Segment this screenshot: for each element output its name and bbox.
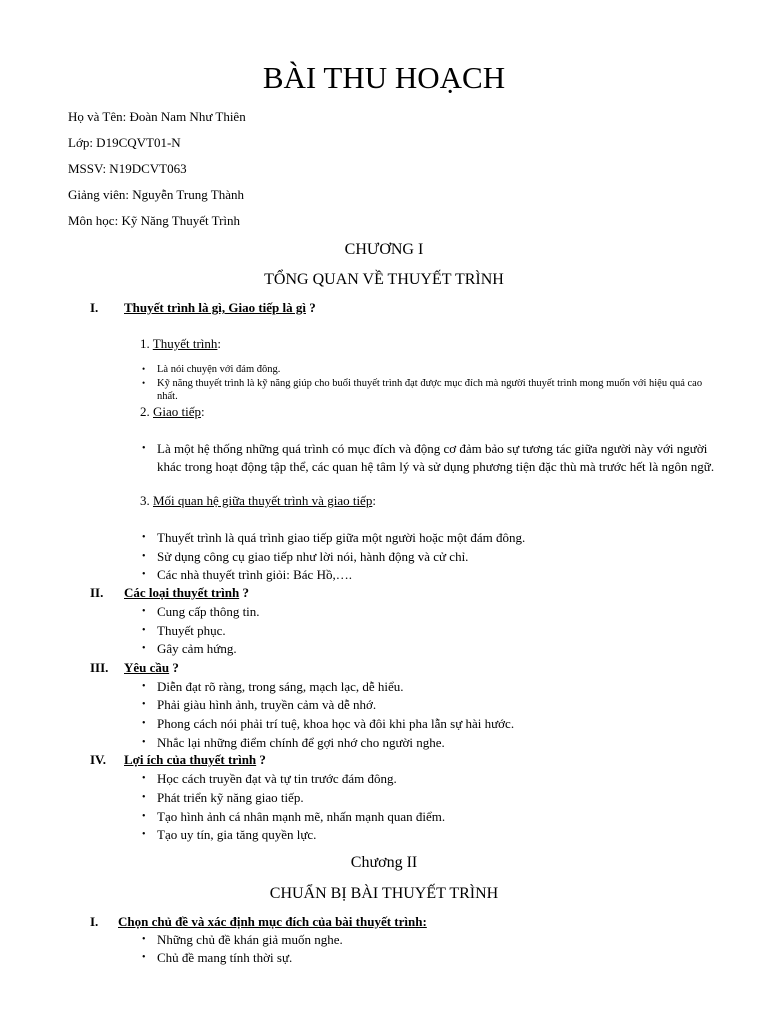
bullet-icon: • (142, 681, 146, 692)
list-item: • Kỹ năng thuyết trình là kỹ năng giúp cho buổi thuyết trình đạt được mục đích mà người thuyết trình mong muốn với hiệu quả cao nhất. (142, 378, 703, 402)
info-student-id: MSSV: N19DCVT063 (68, 161, 187, 176)
list-item: • Là một hệ thống những quá trình có mục đích và động cơ đảm bảo sự tương tác giữa người này với người khác trong hoạt động tập thể, các quan hệ tâm lý và sử dụng phương tiện đặc thù mà trước hết là ngôn ngữ. (142, 441, 715, 474)
list-item: • Gây cảm hứng. (142, 641, 237, 656)
info-lecturer: Giảng viên: Nguyễn Trung Thành (68, 187, 244, 202)
subsection-2: 2. Giao tiếp: (140, 404, 205, 419)
section-number: I. (90, 300, 99, 315)
section-title: Lợi ích của thuyết trình ? (124, 752, 266, 767)
info-class: Lớp: D19CQVT01-N (68, 135, 181, 150)
bullet-icon: • (142, 643, 146, 654)
list-item: • Là nói chuyện với đám đông. (142, 364, 281, 375)
section-title: Chọn chủ đề và xác định mục đích của bài thuyết trình: (118, 914, 427, 929)
info-subject: Môn học: Kỹ Năng Thuyết Trình (68, 213, 241, 228)
bullet-icon: • (142, 699, 146, 710)
bullet-icon: • (142, 625, 146, 636)
bullet-icon: • (142, 532, 146, 543)
list-item: • Chủ đề mang tính thời sự. (142, 950, 293, 965)
section-number: I. (90, 914, 99, 929)
bullet-icon: • (142, 934, 146, 945)
section-title: Thuyết trình là gì, Giao tiếp là gì ? (124, 300, 316, 315)
bullet-icon: • (142, 443, 146, 454)
list-item: • Tạo uy tín, gia tăng quyền lực. (142, 827, 317, 842)
subsection-3: 3. Mối quan hệ giữa thuyết trình và giao tiếp: (140, 493, 376, 508)
list-item: • Tạo hình ảnh cá nhân mạnh mẽ, nhấn mạnh quan điểm. (142, 809, 446, 824)
bullet-icon: • (142, 364, 146, 374)
section-number: II. (90, 585, 104, 600)
list-item: • Sử dụng công cụ giao tiếp như lời nói, hành động và cử chỉ. (142, 549, 469, 564)
chapter2-label: Chương II (350, 854, 418, 871)
list-item: • Học cách truyền đạt và tự tin trước đám đông. (142, 771, 397, 786)
section-number: III. (90, 660, 109, 675)
bullet-icon: • (142, 792, 146, 803)
subsection-1: 1. Thuyết trình: (140, 336, 222, 351)
section-title: Các loại thuyết trình ? (124, 585, 249, 600)
bullet-icon: • (142, 952, 146, 963)
list-item: • Cung cấp thông tin. (142, 604, 260, 619)
list-item: • Thuyết trình là quá trình giao tiếp giữa một người hoặc một đám đông. (142, 530, 526, 545)
bullet-icon: • (142, 773, 146, 784)
list-item: • Phải giàu hình ảnh, truyền cảm và dễ nhớ. (142, 697, 377, 712)
list-item: • Các nhà thuyết trình giỏi: Bác Hồ,…. (142, 567, 352, 582)
bullet-icon: • (142, 737, 146, 748)
list-item: • Những chủ đề khán giả muốn nghe. (142, 932, 343, 947)
chapter1-label: CHƯƠNG I (344, 241, 424, 258)
bullet-icon: • (142, 378, 146, 388)
list-item: • Thuyết phục. (142, 623, 226, 638)
list-item: • Phát triển kỹ năng giao tiếp. (142, 790, 304, 805)
chapter2-title: CHUẨN BỊ BÀI THUYẾT TRÌNH (269, 885, 499, 902)
list-item: • Nhắc lại những điểm chính để gợi nhớ cho người nghe. (142, 735, 445, 750)
chapter1-title: TỔNG QUAN VỀ THUYẾT TRÌNH (264, 271, 504, 288)
bullet-icon: • (142, 606, 146, 617)
info-name: Họ và Tên: Đoàn Nam Như Thiên (68, 109, 246, 124)
document-title: BÀI THU HOẠCH (262, 60, 506, 95)
list-item: • Phong cách nói phải trí tuệ, khoa học và đôi khi pha lẫn sự hài hước. (142, 716, 515, 731)
bullet-icon: • (142, 829, 146, 840)
bullet-icon: • (142, 551, 146, 562)
list-item: • Diễn đạt rõ ràng, trong sáng, mạch lạc, dễ hiểu. (142, 679, 404, 694)
section-number: IV. (90, 752, 107, 767)
section-title: Yêu cầu ? (124, 660, 179, 675)
bullet-icon: • (142, 718, 146, 729)
bullet-icon: • (142, 569, 146, 580)
bullet-icon: • (142, 811, 146, 822)
